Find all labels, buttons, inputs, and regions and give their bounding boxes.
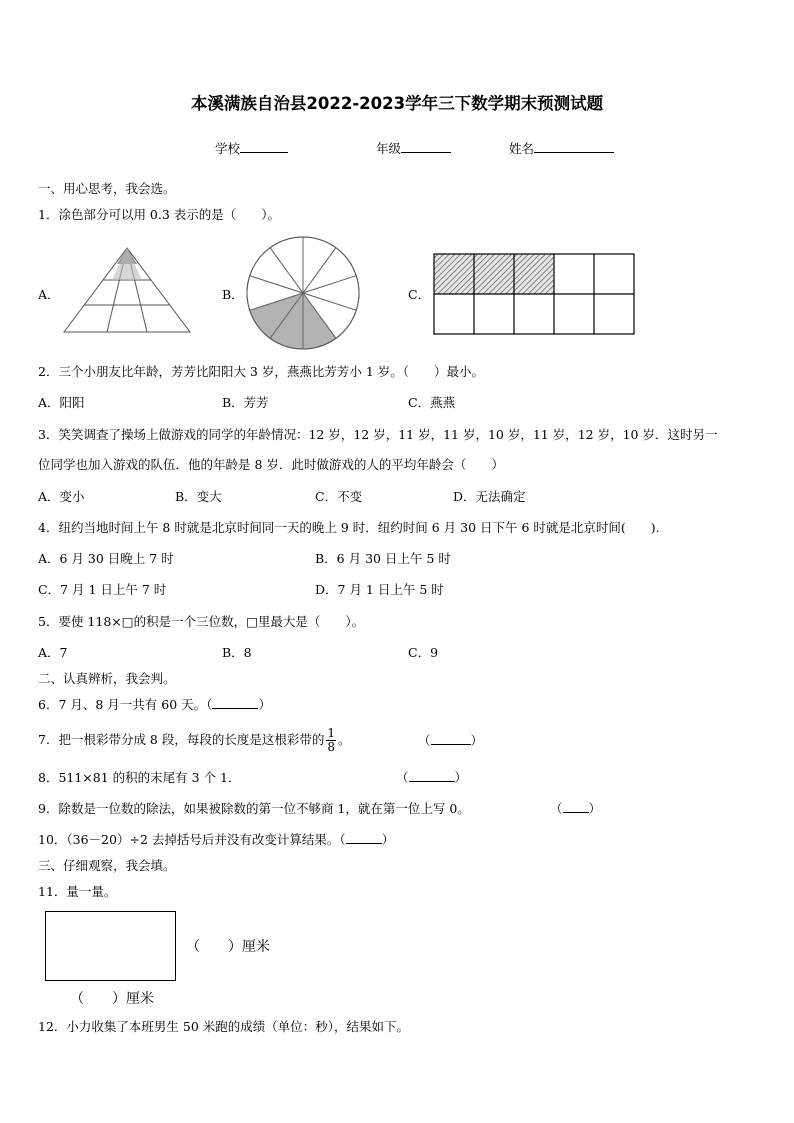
q7-answer-blank[interactable] — [431, 733, 471, 745]
q4-option-c[interactable]: C．7 月 1 日上午 7 时 — [38, 582, 167, 597]
q11-rectangle — [45, 911, 176, 981]
q8-paren-close: ） — [454, 770, 468, 785]
q9-paren-close: ） — [588, 801, 602, 816]
q6-row — [38, 697, 271, 713]
q5-option-c[interactable]: C．9 — [408, 645, 439, 660]
section-heading-3: 三、仔细观察，我会填。 — [38, 858, 176, 873]
q1-stem: 1．涂色部分可以用 0.3 表示的是（ ）。 — [38, 207, 281, 222]
q7-stem-post: 。 — [338, 732, 351, 747]
q10-paren-open: （ — [339, 832, 346, 847]
q2-option-c[interactable]: C．燕燕 — [408, 395, 456, 410]
section-heading-1: 一、用心思考，我会选。 — [38, 181, 176, 196]
q8-paren-open: （ — [396, 770, 409, 785]
school-field[interactable] — [215, 141, 288, 157]
q9-paren-open: （ — [550, 801, 563, 816]
q7-fraction — [326, 727, 336, 754]
q5-stem: 5．要使 118×□的积是一个三位数，□里最大是（ ）。 — [38, 614, 365, 629]
q2-option-b[interactable]: B．芳芳 — [222, 395, 269, 410]
q6-paren-close: ） — [258, 697, 271, 712]
q11-right-label[interactable]: （ ）厘米 — [186, 939, 270, 955]
q10-stem: 10．（36－20）÷2 去掉括号后并没有改变计算结果。 — [38, 832, 340, 847]
q3-option-c[interactable]: C．不变 — [315, 489, 363, 504]
q1-option-a-label[interactable]: A． — [38, 287, 60, 302]
q7-answer — [418, 733, 483, 749]
q11-stem: 11．量一量。 — [38, 884, 117, 899]
q10-paren-close: ） — [381, 832, 395, 847]
q7-row — [38, 722, 351, 758]
q7-paren-open: （ — [418, 733, 431, 748]
q7-paren-close: ） — [470, 733, 484, 748]
q1-circle-figure — [244, 234, 362, 352]
q1-triangle-figure — [62, 246, 192, 336]
q5-option-b[interactable]: B．8 — [222, 645, 252, 660]
q10-row — [38, 832, 394, 848]
name-label: 姓名 — [509, 141, 535, 156]
q8-answer-blank[interactable] — [409, 770, 455, 782]
grade-label: 年级 — [376, 141, 402, 156]
name-field[interactable] — [509, 141, 614, 157]
q7-fraction-numerator: 1 — [327, 726, 335, 740]
q9-answer-blank[interactable] — [563, 801, 589, 813]
q8-answer — [396, 770, 467, 786]
q4-option-b[interactable]: B．6 月 30 日上午 5 时 — [315, 551, 451, 566]
section-heading-2: 二、认真辨析，我会判。 — [38, 671, 176, 686]
q4-option-d[interactable]: D．7 月 1 日上午 5 时 — [315, 582, 444, 597]
q6-paren-open: （ — [206, 697, 213, 712]
q9-stem: 9．除数是一位数的除法，如果被除数的第一位不够商 1，就在第一位上写 0。 — [38, 801, 470, 816]
q1-option-b-label[interactable]: B． — [222, 287, 244, 302]
q1-grid-figure — [433, 253, 635, 335]
page-title: 本溪满族自治县2022-2023学年三下数学期末预测试题 — [190, 94, 604, 113]
grade-blank[interactable] — [401, 141, 451, 153]
q5-option-a[interactable]: A．7 — [38, 645, 68, 660]
name-blank[interactable] — [534, 141, 614, 153]
q6-answer-blank[interactable] — [212, 697, 258, 709]
q12-stem: 12．小力收集了本班男生 50 米跑的成绩（单位：秒），结果如下。 — [38, 1019, 410, 1034]
q3-option-a[interactable]: A．变小 — [38, 489, 85, 504]
q3-stem-line2: 位同学也加入游戏的队伍．他的年龄是 8 岁．此时做游戏的人的平均年龄会（ ） — [38, 457, 504, 472]
q3-option-b[interactable]: B．变大 — [175, 489, 222, 504]
q2-stem: 2．三个小朋友比年龄，芳芳比阳阳大 3 岁，燕燕比芳芳小 1 岁。（ ）最小。 — [38, 364, 485, 379]
q10-answer-blank[interactable] — [346, 832, 382, 844]
q11-bottom-label[interactable]: （ ）厘米 — [70, 991, 154, 1007]
q1-option-c-label[interactable]: C． — [408, 287, 431, 302]
q8-stem: 8．511×81 的积的末尾有 3 个 1． — [38, 770, 241, 785]
q7-stem-pre: 7．把一根彩带分成 8 段，每段的长度是这根彩带的 — [38, 732, 325, 747]
q4-option-a[interactable]: A．6 月 30 日晚上 7 时 — [38, 551, 174, 566]
q9-answer — [550, 801, 601, 817]
q6-stem: 6．7 月、8 月一共有 60 天。 — [38, 697, 207, 712]
q7-fraction-denominator: 8 — [327, 740, 335, 754]
q3-stem-line1: 3．笑笑调查了操场上做游戏的同学的年龄情况：12 岁，12 岁，11 岁，11 岁，10 岁，11 岁，12 岁，10 岁．这时另一 — [38, 427, 718, 442]
school-label: 学校 — [215, 141, 241, 156]
q3-option-d[interactable]: D．无法确定 — [453, 489, 526, 504]
school-blank[interactable] — [240, 141, 288, 153]
q2-option-a[interactable]: A．阳阳 — [38, 395, 85, 410]
q4-stem: 4．纽约当地时间上午 8 时就是北京时间同一天的晚上 9 时．纽约时间 6 月 30 日下午 6 时就是北京时间( ). — [38, 520, 660, 535]
grade-field[interactable] — [376, 141, 451, 157]
